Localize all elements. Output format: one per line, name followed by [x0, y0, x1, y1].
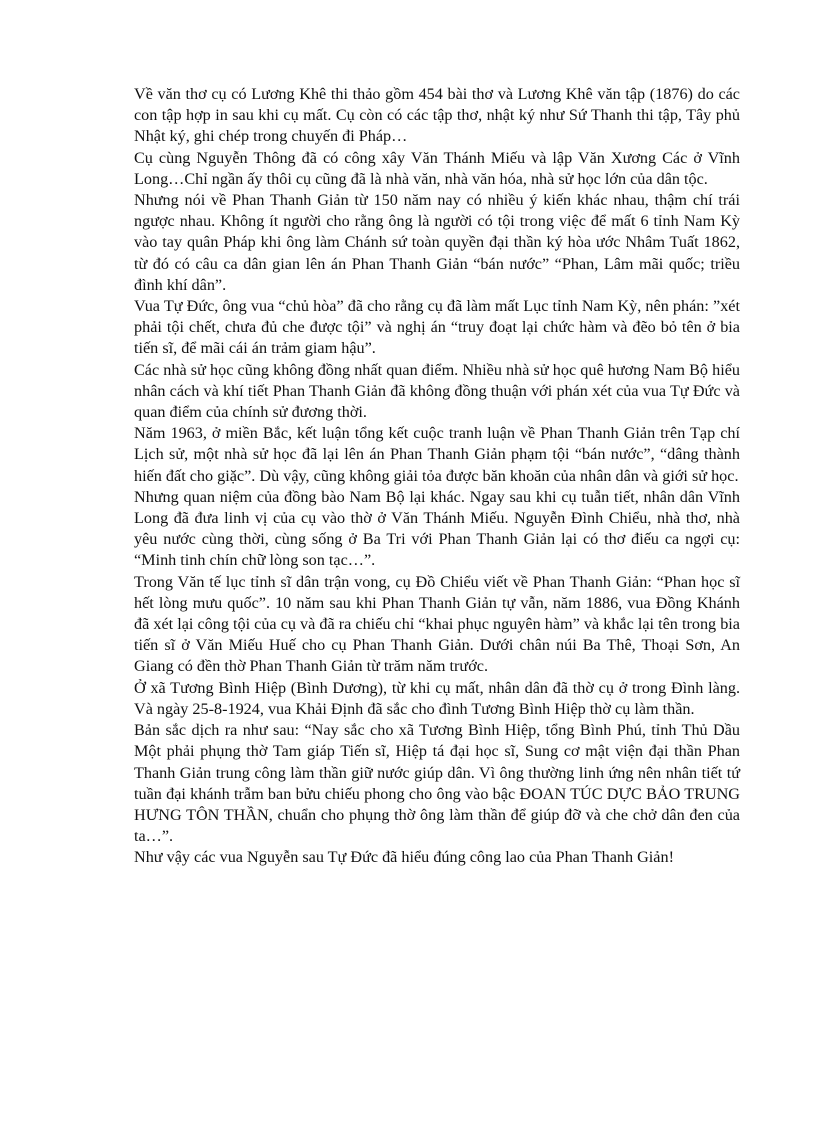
- paragraph-6: Năm 1963, ở miền Bắc, kết luận tổng kết cuộc tranh luận về Phan Thanh Giản trên Tạp chí Lịch sử, một nhà sử học đã lại lên án Phan Thanh Giản phạm tội “bán nước”, “dâng thành hiến đất cho giặc”. Dù vậy, cũng không giải tỏa được băn khoăn của nhân dân và giới sử học.: [134, 424, 740, 485]
- paragraph-2: Cụ cùng Nguyễn Thông đã có công xây Văn Thánh Miếu và lập Văn Xương Các ở Vĩnh Long…Chỉ ngần ấy thôi cụ cũng đã là nhà văn, nhà văn hóa, nhà sử học lớn của dân tộc.: [134, 148, 740, 188]
- paragraph-8: Trong Văn tế lục tỉnh sĩ dân trận vong, cụ Đồ Chiểu viết về Phan Thanh Giản: “Phan học sĩ hết lòng mưu quốc”. 10 năm sau khi Phan Thanh Giản tự vẫn, năm 1886, vua Đồng Khánh đã xét lại công tội của cụ và đã ra chiếu chỉ “khai phục nguyên hàm” và khắc lại tên trong bia tiến sĩ ở Văn Miếu Huế cho cụ Phan Thanh Giản. Dưới chân núi Ba Thê, Thoại Sơn, An Giang có đền thờ Phan Thanh Giản từ trăm năm trước.: [134, 572, 740, 676]
- paragraph-3: Nhưng nói về Phan Thanh Giản từ 150 năm nay có nhiều ý kiến khác nhau, thậm chí trái ngược nhau. Không ít người cho rằng ông là người có tội trong việc để mất 6 tỉnh Nam Kỳ vào tay quân Pháp khi ông làm Chánh sứ toàn quyền đại thần ký hòa ước Nhâm Tuất 1862, từ đó có câu ca dân gian lên án Phan Thanh Giản “bán nước” “Phan, Lâm mãi quốc; triều đình khí dân”.: [134, 191, 740, 294]
- paragraph-4: Vua Tự Đức, ông vua “chủ hòa” đã cho rằng cụ đã làm mất Lục tỉnh Nam Kỳ, nên phán: ”xét phải tội chết, chưa đủ che được tội” và nghị án “truy đoạt lại chức hàm và đẽo bỏ tên ở bia tiến sĩ, để mãi cái án trảm giam hậu”.: [134, 297, 740, 358]
- paragraph-1: Về văn thơ cụ có Lương Khê thi thảo gồm 454 bài thơ và Lương Khê văn tập (1876) do các con tập hợp in sau khi cụ mất. Cụ còn có các tập thơ, nhật ký như Sứ Thanh thi tập, Tây phủ Nhật ký, ghi chép trong chuyến đi Pháp…: [134, 85, 740, 146]
- paragraph-10: Bản sắc dịch ra như sau: “Nay sắc cho xã Tương Bình Hiệp, tổng Bình Phú, tỉnh Thủ Dầu Một phải phụng thờ Tam giáp Tiến sĩ, Hiệp tá đại học sĩ, Sung cơ mật viện đại thần Phan Thanh Giản trung công làm thần giữ nước giúp dân. Vì ông thường linh ứng nên nhân tiết tứ tuần đại khánh trẫm ban bửu chiếu phong cho ông vào bậc ĐOAN TÚC DỰC BẢO TRUNG HƯNG TÔN THẦN, chuẩn cho phụng thờ ông làm thần để giúp đỡ và che chở dân đen của ta…”.: [134, 721, 740, 846]
- paragraph-9: Ở xã Tương Bình Hiệp (Bình Dương), từ khi cụ mất, nhân dân đã thờ cụ ở trong Đình làng. Và ngày 25-8-1924, vua Khải Định đã sắc cho đình Tương Bình Hiệp thờ cụ làm thần.: [134, 678, 740, 718]
- paragraph-7: Nhưng quan niệm của đồng bào Nam Bộ lại khác. Ngay sau khi cụ tuẫn tiết, nhân dân Vĩnh Long đã đưa linh vị của cụ vào thờ ở Văn Thánh Miếu. Nguyễn Đình Chiểu, nhà thơ, nhà yêu nước cùng thời, cùng sống ở Ba Tri với Phan Thanh Giản lại có thơ điếu ca ngợi cụ: “Minh tinh chín chữ lòng son tạc…”.: [134, 487, 740, 570]
- document-page: [134, 84, 740, 869]
- paragraph-11: Như vậy các vua Nguyễn sau Tự Đức đã hiểu đúng công lao của Phan Thanh Giản!: [134, 848, 674, 867]
- paragraph-5: Các nhà sử học cũng không đồng nhất quan điểm. Nhiều nhà sử học quê hương Nam Bộ hiểu nhân cách và khí tiết Phan Thanh Giản đã không đồng thuận với phán xét của vua Tự Đức và quan điểm của chính sử đương thời.: [134, 360, 740, 422]
